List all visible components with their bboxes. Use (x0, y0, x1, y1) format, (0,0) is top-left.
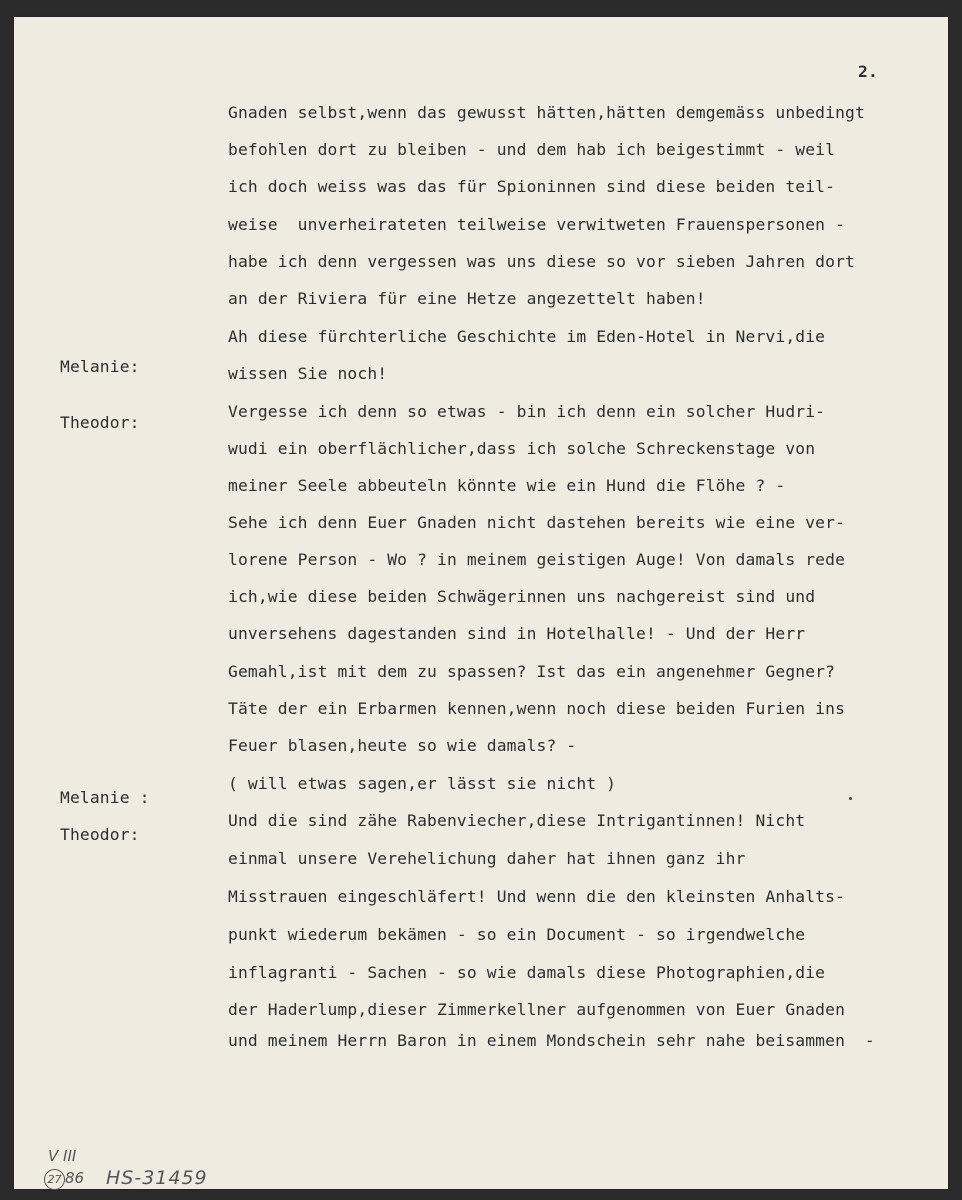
text-line: lorene Person - Wo ? in meinem geistigen Auge! Von damals rede (228, 550, 846, 569)
text-line: Und die sind zähe Rabenviecher,diese Intrigantinnen! Nicht (228, 811, 806, 830)
archive-volume-mark: V III (48, 1147, 77, 1165)
manuscript-page (14, 17, 948, 1189)
text-line: wissen Sie noch! (228, 364, 388, 383)
archive-folio-mark (44, 1169, 84, 1190)
text-line: ich,wie diese beiden Schwägerinnen uns nachgereist sind und (228, 587, 816, 606)
text-line: weise unverheirateten teilweise verwitweten Frauenspersonen - (228, 215, 846, 234)
text-line: Feuer blasen,heute so wie damals? - (228, 736, 577, 755)
text-line: befohlen dort zu bleiben - und dem hab ich beigestimmt - weil (228, 140, 836, 159)
ink-dot (849, 797, 852, 800)
speaker-melanie: Melanie: (60, 357, 140, 376)
text-line: meiner Seele abbeuteln könnte wie ein Hund die Flöhe ? - (228, 476, 786, 495)
folio-number: 86 (65, 1169, 85, 1187)
text-line: Gemahl,ist mit dem zu spassen? Ist das ein angenehmer Gegner? (228, 662, 836, 681)
text-line: Sehe ich denn Euer Gnaden nicht dastehen bereits wie eine ver- (228, 513, 846, 532)
text-line: unversehens dagestanden sind in Hotelhalle! - Und der Herr (228, 624, 806, 643)
text-line: Täte der ein Erbarmen kennen,wenn noch diese beiden Furien ins (228, 699, 846, 718)
page-number: 2. (858, 62, 878, 81)
text-line: ich doch weiss was das für Spioninnen sind diese beiden teil- (228, 177, 836, 196)
text-line: der Haderlump,dieser Zimmerkellner aufgenommen von Euer Gnaden (228, 1000, 846, 1019)
text-line: wudi ein oberflächlicher,dass ich solche Schreckenstage von (228, 439, 816, 458)
text-line: inflagranti - Sachen - so wie damals diese Photographien,die (228, 963, 826, 982)
text-line: Gnaden selbst,wenn das gewusst hätten,hätten demgemäss unbedingt (228, 103, 865, 122)
text-line: an der Riviera für eine Hetze angezettelt haben! (228, 289, 706, 308)
text-line: Vergesse ich denn so etwas - bin ich denn ein solcher Hudri- (228, 402, 826, 421)
text-line: Ah diese fürchterliche Geschichte im Eden-Hotel in Nervi,die (228, 327, 826, 346)
speaker-theodor: Theodor: (60, 413, 140, 432)
text-line: habe ich denn vergessen was uns diese so vor sieben Jahren dort (228, 252, 855, 271)
text-line: punkt wiederum bekämen - so ein Document - so irgendwelche (228, 925, 806, 944)
stage-direction: ( will etwas sagen,er lässt sie nicht ) (228, 774, 617, 793)
archive-signature: HS-31459 (106, 1167, 208, 1189)
text-line: einmal unsere Verehelichung daher hat ihnen ganz ihr (228, 849, 746, 868)
folio-circle: 27 (44, 1169, 65, 1190)
speaker-theodor: Theodor: (60, 825, 140, 844)
text-line: und meinem Herrn Baron in einem Mondschein sehr nahe beisammen - (228, 1031, 875, 1050)
text-line: Misstrauen eingeschläfert! Und wenn die den kleinsten Anhalts- (228, 887, 846, 906)
speaker-melanie: Melanie : (60, 788, 150, 807)
